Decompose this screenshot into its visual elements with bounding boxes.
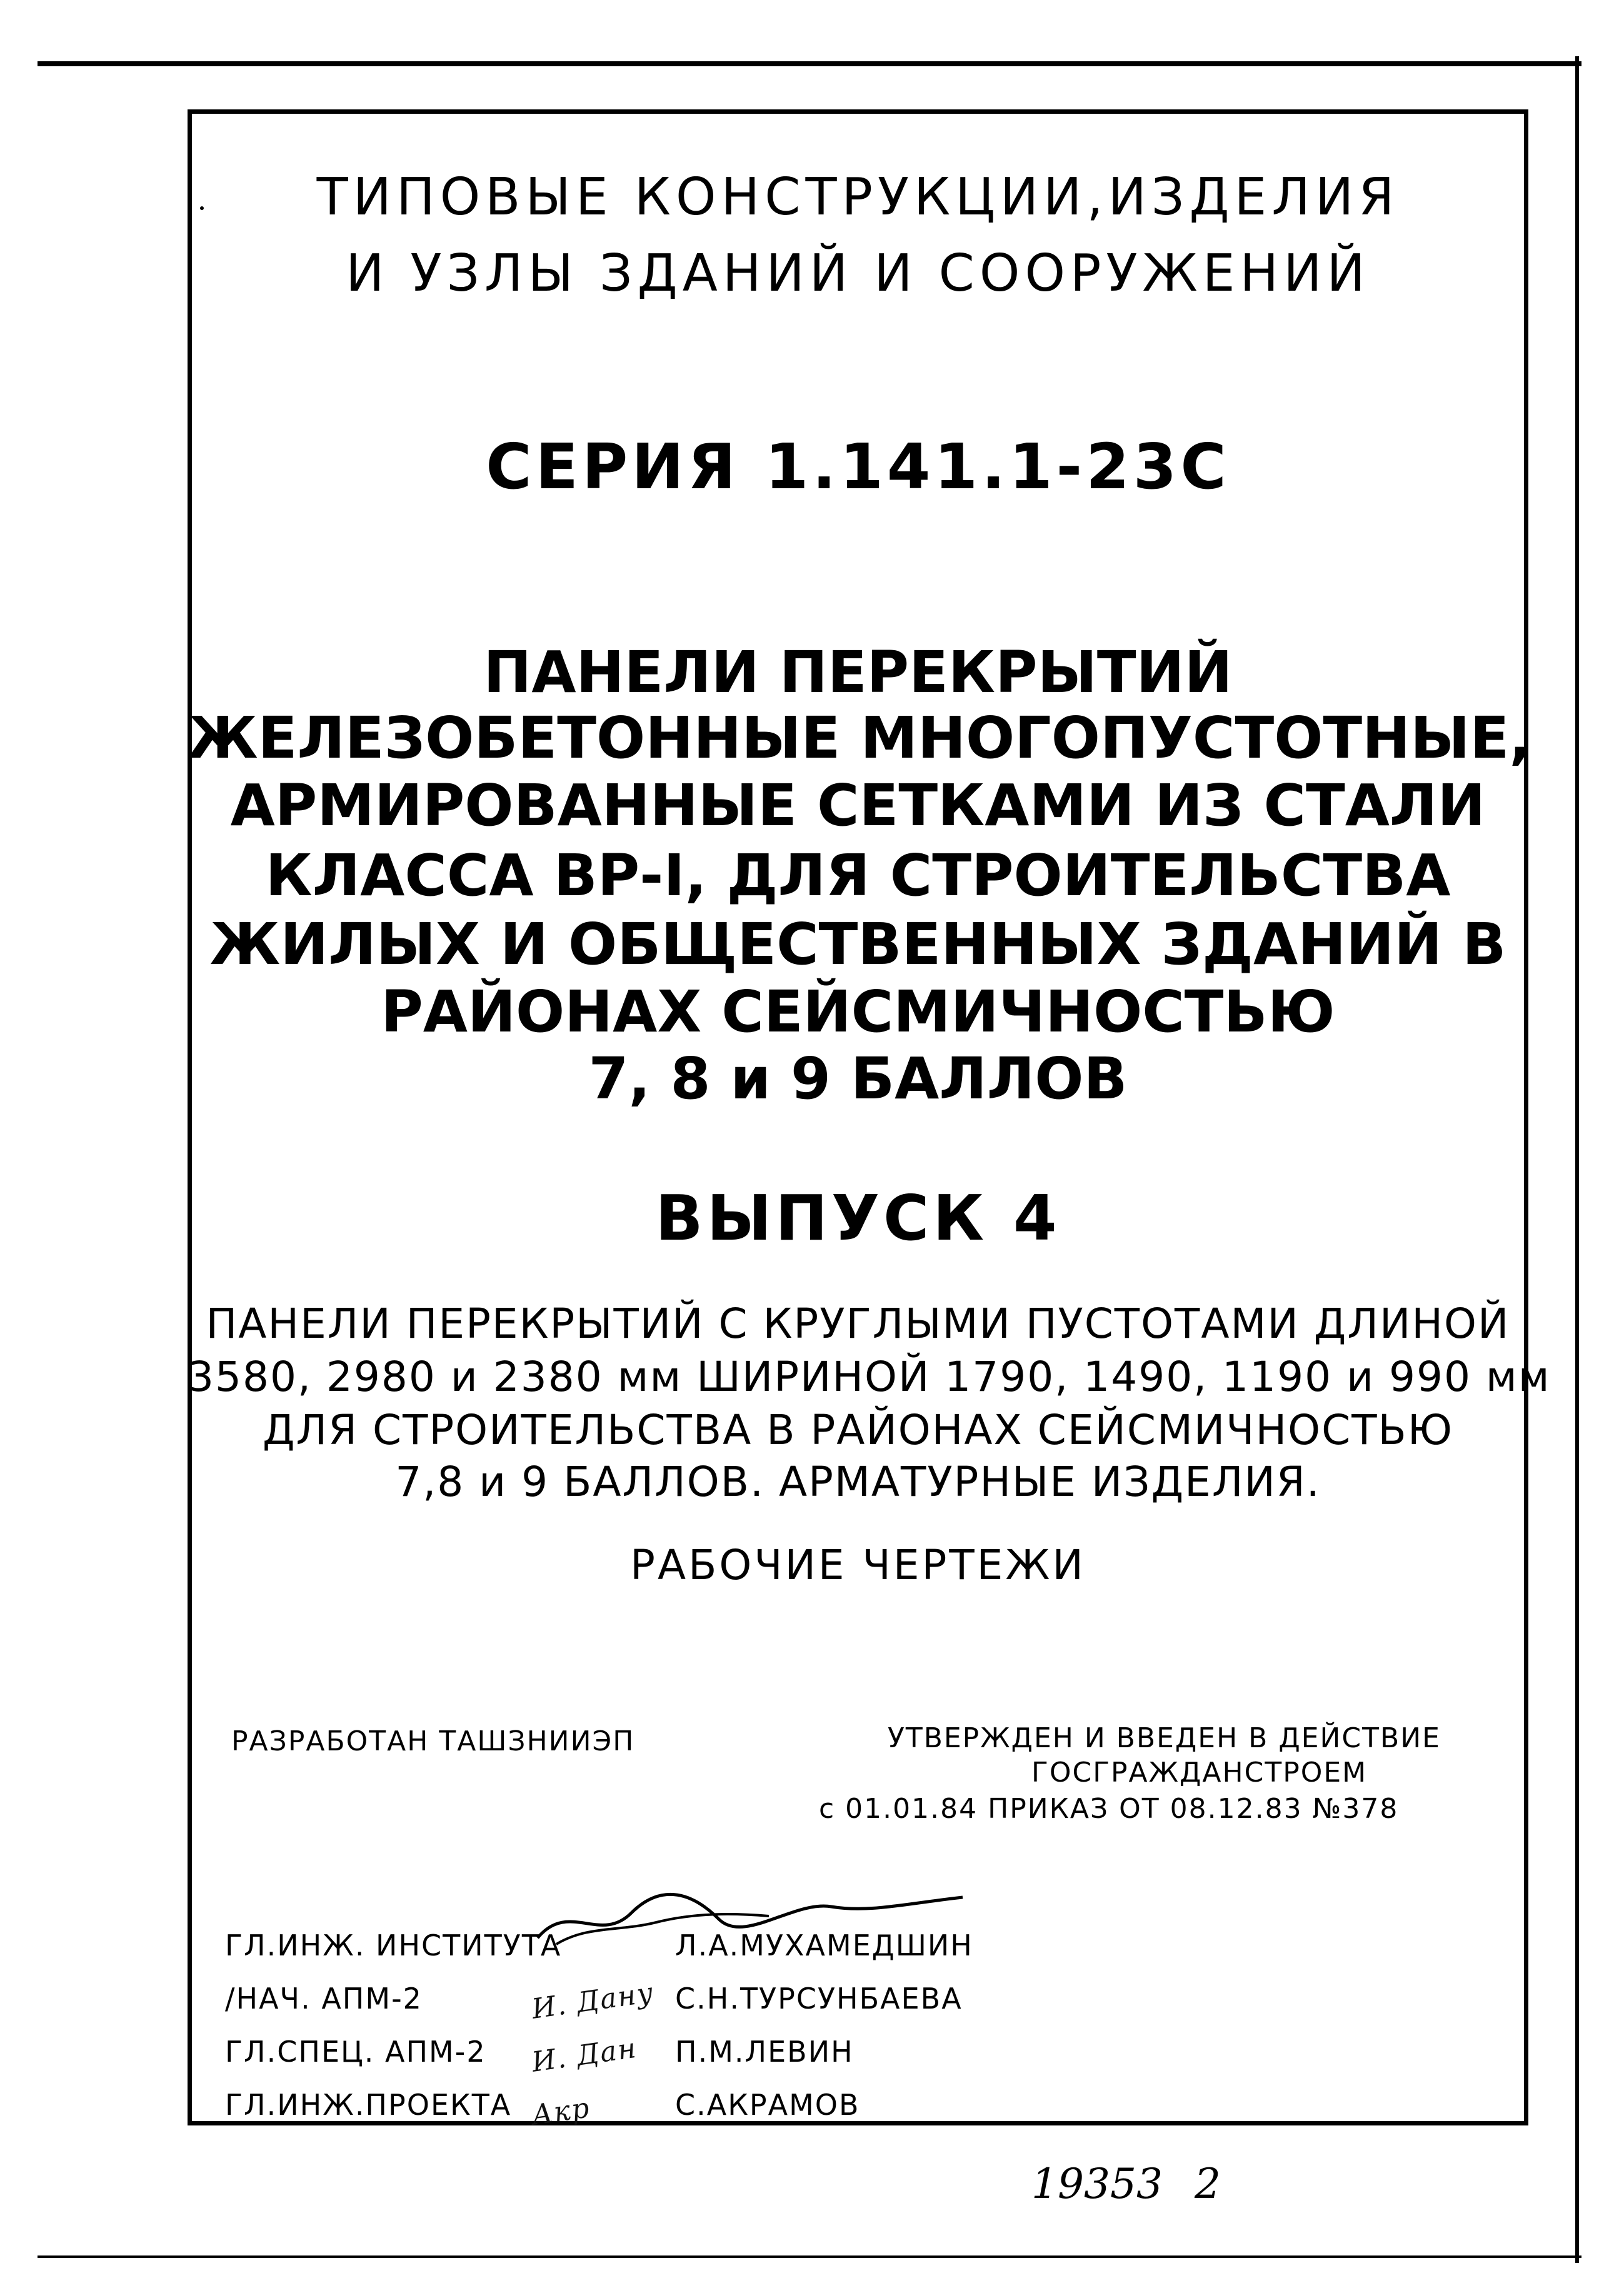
staff-name: Л.А.МУХАМЕДШИН	[675, 1929, 973, 1962]
outer-border-top	[38, 61, 1581, 66]
series-title: СЕРИЯ 1.141.1-23С	[486, 430, 1230, 503]
document-number: 19353	[1031, 2160, 1163, 2208]
staff-name: С.Н.ТУРСУНБАЕВА	[675, 1982, 963, 2015]
issue-title: ВЫПУСК 4	[655, 1182, 1061, 1255]
footer-numbers	[1031, 2160, 1221, 2208]
title-line: ЖЕЛЕЗОБЕТОННЫЕ МНОГОПУСТОТНЫЕ,	[188, 705, 1531, 771]
title-line: АРМИРОВАННЫЕ СЕТКАМИ ИЗ СТАЛИ	[230, 772, 1486, 839]
staff-row	[225, 2032, 854, 2079]
description-line: ПАНЕЛИ ПЕРЕКРЫТИЙ С КРУГЛЫМИ ПУСТОТАМИ ДЛИНОЙ	[206, 1300, 1510, 1348]
title-line: ПАНЕЛИ ПЕРЕКРЫТИЙ	[483, 639, 1233, 706]
approval-line-1: УТВЕРЖДЕН И ВВЕДЕН В ДЕЙСТВИЕ	[888, 1722, 1441, 1754]
approval-line-2: ГОСГРАЖДАНСТРОЕМ	[1031, 1757, 1368, 1789]
staff-name: П.М.ЛЕВИН	[675, 2035, 854, 2069]
description-line: ДЛЯ СТРОИТЕЛЬСТВА В РАЙОНАХ СЕЙСМИЧНОСТЬЮ	[262, 1406, 1454, 1454]
staff-role: ГЛ.ИНЖ.ПРОЕКТА	[225, 2088, 512, 2122]
sheet-number: 2	[1194, 2160, 1221, 2208]
staff-signature: И. Дану	[529, 1976, 656, 2025]
title-line: РАЙОНАХ СЕЙСМИЧНОСТЬЮ	[381, 978, 1335, 1045]
description-line: 7,8 и 9 БАЛЛОВ. АРМАТУРНЫЕ ИЗДЕЛИЯ.	[395, 1458, 1321, 1506]
staff-row	[225, 1976, 963, 2025]
staff-role: /НАЧ. АПМ-2	[225, 1982, 423, 2015]
description-line: 3580, 2980 и 2380 мм ШИРИНОЙ 1790, 1490, 1190 и 990 мм	[188, 1353, 1551, 1401]
header-line-1: ТИПОВЫЕ КОНСТРУКЦИИ,ИЗДЕЛИЯ	[316, 168, 1400, 227]
working-drawings-label: РАБОЧИЕ ЧЕРТЕЖИ	[630, 1541, 1086, 1589]
header-line-2: И УЗЛЫ ЗДАНИЙ И СООРУЖЕНИЙ	[346, 244, 1370, 303]
title-line: ЖИЛЫХ И ОБЩЕСТВЕННЫХ ЗДАНИЙ В	[209, 911, 1506, 978]
staff-role: ГЛ.СПЕЦ. АПМ-2	[225, 2035, 486, 2069]
approval-line-3: с 01.01.84 ПРИКАЗ ОТ 08.12.83 №378	[819, 1793, 1399, 1825]
staff-row	[225, 1929, 973, 1962]
staff-name: С.АКРАМОВ	[675, 2088, 860, 2122]
title-line: 7, 8 и 9 БАЛЛОВ	[588, 1045, 1128, 1112]
outer-border-right	[1575, 56, 1579, 2263]
outer-border-bottom	[38, 2255, 1581, 2258]
developed-by: РАЗРАБОТАН ТАШЗНИИЭП	[231, 1725, 635, 1757]
title-line: КЛАССА ВР-I, ДЛЯ СТРОИТЕЛЬСТВА	[265, 842, 1451, 909]
staff-row	[225, 2088, 860, 2132]
staff-signature: Акр	[529, 2092, 593, 2132]
staff-signature: И. Дан	[529, 2032, 639, 2079]
staff-role: ГЛ.ИНЖ. ИНСТИТУТА	[225, 1929, 562, 1962]
